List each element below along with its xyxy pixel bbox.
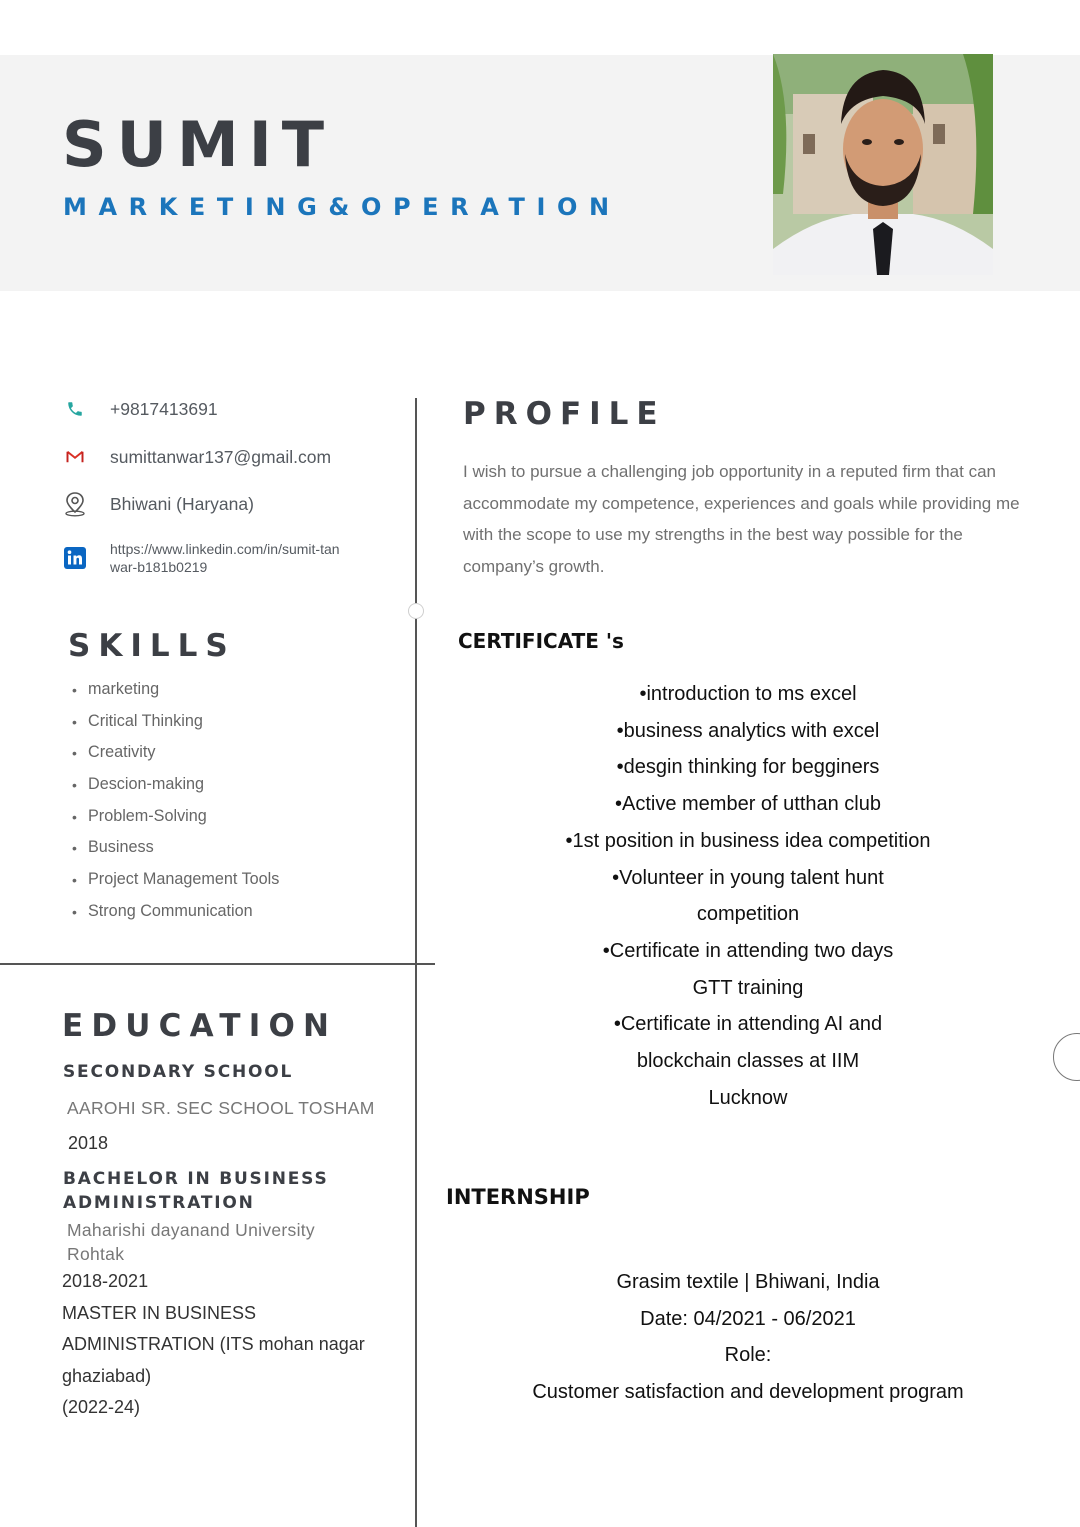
certificate-line: •Certificate in attending AI and — [613, 1013, 883, 1036]
profile-text: I wish to pursue a challenging job opportunity in a reputed firm that can accommodate my competence, experiences and goals while providing me with the scope to use my strengths in the best way possible for the company’s growth. — [463, 462, 1020, 576]
skill-item: • Business — [72, 838, 154, 857]
skill-label: Strong Communication — [88, 901, 253, 920]
gmail-icon — [62, 444, 88, 470]
skill-item: • Problem-Solving — [72, 806, 207, 825]
certificate-line: •1st position in business idea competition — [565, 829, 931, 852]
skill-item: • Critical Thinking — [72, 711, 203, 730]
location-pin-icon — [62, 491, 88, 517]
certificate-line: •business analytics with excel — [616, 719, 880, 742]
skill-label: Problem-Solving — [88, 806, 207, 825]
master-line: (2022-24) — [62, 1397, 141, 1417]
contact-location — [62, 491, 254, 517]
education-heading: EDUCATION — [62, 1008, 338, 1044]
skill-item: • Creativity — [72, 743, 156, 762]
candidate-role: MARKETING&OPERATION — [63, 193, 621, 221]
certificate-line: •introduction to ms excel — [639, 683, 857, 705]
certificates-heading: CERTIFICATE 's — [458, 629, 624, 653]
contact-email — [62, 444, 331, 470]
internship-details — [478, 1264, 1018, 1411]
skill-label: Critical Thinking — [88, 711, 203, 730]
bachelor-school: Maharishi dayanand University Rohtak — [67, 1220, 315, 1264]
phone-icon — [62, 396, 88, 422]
master-line: MASTER IN BUSINESS — [62, 1303, 257, 1323]
skill-label: Descion-making — [88, 775, 205, 794]
decorative-circle — [1053, 1033, 1080, 1081]
skill-item: • Project Management Tools — [72, 870, 280, 889]
skill-label: Business — [88, 838, 154, 857]
contact-phone — [62, 396, 218, 422]
certificates-list — [538, 676, 958, 1116]
linkedin-icon — [62, 545, 88, 571]
certificate-line: •Volunteer in young talent hunt — [612, 866, 884, 889]
master-line: ghaziabad) — [62, 1366, 152, 1386]
profile-heading: PROFILE — [463, 396, 666, 432]
horizontal-divider — [0, 963, 435, 965]
contact-linkedin — [62, 540, 340, 576]
skill-label: marketing — [88, 680, 160, 698]
bachelor-title: BACHELOR IN BUSINESS ADMINISTRATION — [63, 1169, 329, 1213]
certificate-line: •Certificate in attending two days — [602, 939, 894, 962]
certificate-line: Lucknow — [708, 1086, 788, 1109]
internship-role: Customer satisfaction and development program — [532, 1381, 964, 1404]
skill-item: • Strong Communication — [72, 901, 253, 920]
phone-text: +9817413691 — [110, 398, 218, 419]
internship-company: Grasim textile | Bhiwani, India — [616, 1271, 880, 1293]
linkedin-url[interactable]: https://www.linkedin.com/in/sumit-tanwar-b181b0219 — [110, 541, 340, 575]
email-text[interactable]: sumittanwar137@gmail.com — [110, 446, 332, 467]
certificate-line: •Active member of utthan club — [614, 793, 881, 816]
secondary-year: 2018 — [68, 1133, 109, 1153]
profile-photo — [773, 54, 993, 275]
certificate-line: blockchain classes at IIM — [636, 1050, 860, 1073]
skill-item: • Descion-making — [72, 775, 205, 794]
internship-date: Date: 04/2021 - 06/2021 — [640, 1307, 856, 1330]
internship-role-label: Role: — [724, 1344, 772, 1367]
certificate-line: competition — [696, 903, 800, 926]
internship-heading: INTERNSHIP — [446, 1185, 590, 1209]
certificate-line: GTT training — [692, 976, 804, 999]
candidate-name: SUMIT — [62, 108, 335, 181]
secondary-title: SECONDARY SCHOOL — [63, 1062, 294, 1082]
skill-label: Project Management Tools — [88, 870, 280, 889]
divider-dot — [408, 603, 424, 619]
skills-heading: SKILLS — [68, 628, 236, 664]
master-line: ADMINISTRATION (ITS mohan nagar — [62, 1334, 365, 1354]
skill-item: • marketing — [72, 680, 160, 698]
secondary-school: AAROHI SR. SEC SCHOOL TOSHAM — [67, 1098, 375, 1118]
bachelor-years: 2018-2021 — [62, 1271, 149, 1291]
certificate-line: •desgin thinking for begginers — [616, 756, 880, 779]
skill-label: Creativity — [88, 743, 156, 762]
skills-list — [72, 680, 279, 934]
location-text: Bhiwani (Haryana) — [110, 493, 254, 514]
